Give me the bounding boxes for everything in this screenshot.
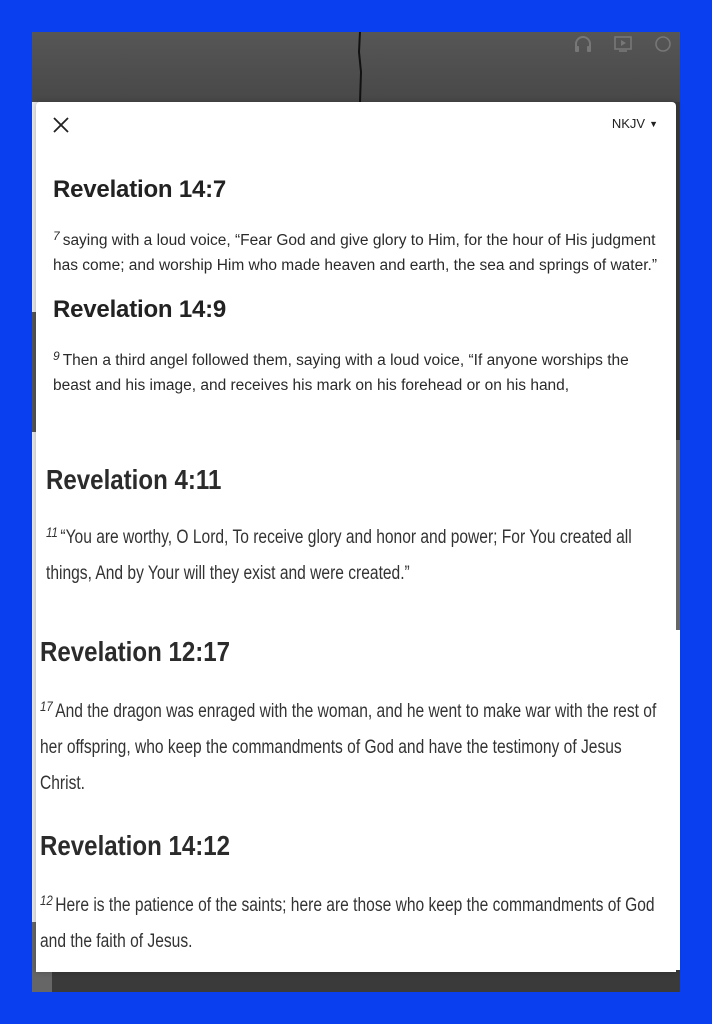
- overlay-verse-panel: [40, 440, 680, 970]
- overlay-verse: [40, 830, 670, 960]
- circle-icon[interactable]: [652, 34, 674, 56]
- verse-reference[interactable]: Revelation 4:11: [46, 464, 222, 495]
- overlay-verse: [40, 636, 670, 802]
- sheet-header: [36, 102, 676, 152]
- verse-reference[interactable]: Revelation 12:17: [40, 636, 231, 667]
- close-button[interactable]: [48, 112, 74, 138]
- verse-body: Then a third angel followed them, saying with a loud voice, “If anyone worships the beast and his image, and receives his mark on his forehead or on his hand,: [53, 352, 629, 394]
- top-toolbar: [572, 34, 674, 56]
- verse-number: 12: [40, 892, 53, 908]
- verse-body: Here is the patience of the saints; here are those who keep the commandments of God and the faith of Jesus.: [40, 895, 655, 952]
- verse-reference[interactable]: Revelation 14:12: [40, 830, 231, 861]
- verse-reference[interactable]: Revelation 14:9: [53, 296, 227, 323]
- verse-number: 7: [53, 229, 60, 243]
- play-screen-icon[interactable]: [612, 34, 634, 56]
- overlay-verse: [46, 464, 676, 592]
- verse-list: [53, 176, 663, 416]
- version-label: NKJV: [611, 116, 646, 131]
- verse-body: “You are worthy, O Lord, To receive glory and honor and power; For You created all things, And by Your will they exist and were created.”: [46, 527, 632, 584]
- scrollbar[interactable]: [676, 440, 680, 630]
- crack-line: [358, 32, 362, 102]
- verse-text: [53, 224, 663, 278]
- verse-text: [40, 882, 670, 960]
- verse-number: 11: [46, 524, 58, 540]
- close-icon: [48, 112, 74, 138]
- verse-number: 17: [40, 698, 53, 714]
- verse-text: [40, 688, 670, 802]
- version-selector[interactable]: [612, 116, 658, 131]
- chevron-down-icon: ▼: [649, 119, 658, 129]
- verse-body: And the dragon was enraged with the woman, and he went to make war with the rest of her offspring, who keep the commandments of God and have the testimony of Jesus Christ.: [40, 701, 657, 794]
- verse-reference[interactable]: Revelation 14:7: [53, 176, 227, 203]
- headphones-icon[interactable]: [572, 34, 594, 56]
- verse-text: [46, 514, 676, 592]
- verse-text: [53, 344, 663, 398]
- verse-body: saying with a loud voice, “Fear God and give glory to Him, for the hour of His judgment has come; and worship Him who made heaven and earth, the sea and springs of water.”: [53, 232, 657, 274]
- verse-number: 9: [53, 349, 60, 363]
